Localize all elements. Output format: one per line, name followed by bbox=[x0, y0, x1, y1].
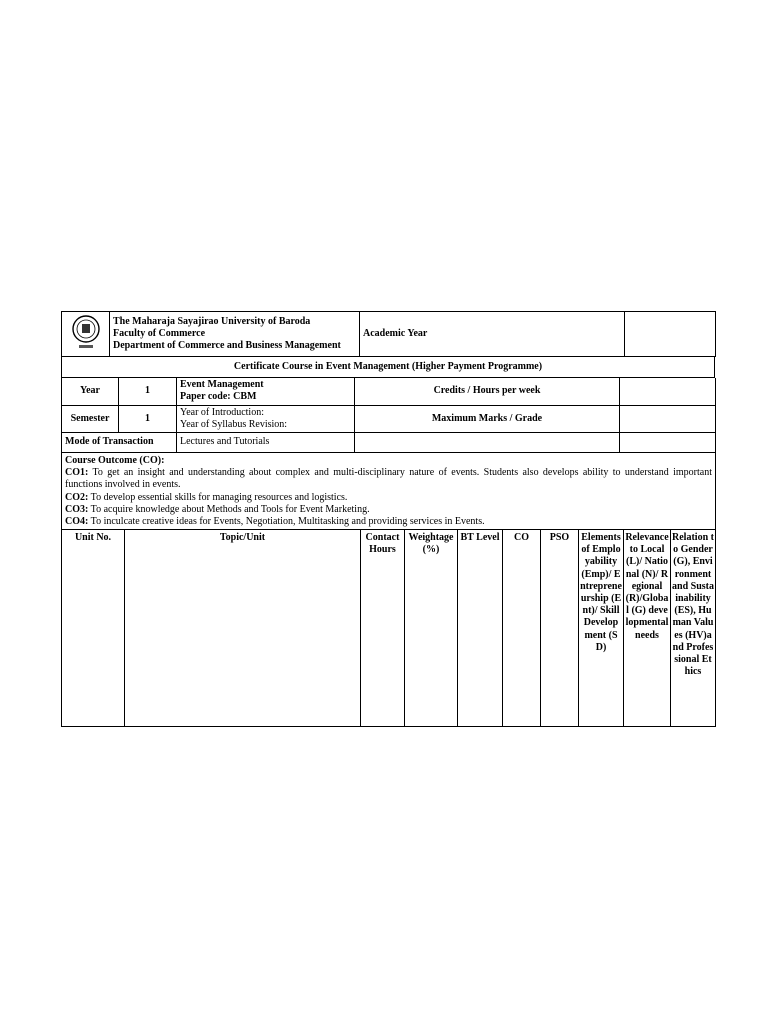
col-employability: Elements of Employability (Emp)/ Entrepreneurship (Ent)/ Skill Development (SD) bbox=[579, 530, 624, 727]
mode-extra-2 bbox=[620, 432, 716, 452]
paper-title: Event Management bbox=[180, 379, 264, 391]
col-pso: PSO bbox=[541, 530, 579, 727]
paper-info bbox=[177, 378, 355, 405]
year-value: 1 bbox=[119, 378, 177, 405]
col-relation: Relation to Gender (G), Environment and Sustainability (ES), Human Values (HV)and Professional Ethics bbox=[671, 530, 716, 727]
col-co: CO bbox=[503, 530, 541, 727]
course-title: Certificate Course in Event Management (Higher Payment Programme) bbox=[62, 357, 715, 378]
course-info-table bbox=[61, 378, 716, 530]
co-item-1: CO1: To get an insight and understanding about complex and multi-disciplinary nature of events. Students also develops ability to understand important functions involved in events. bbox=[65, 467, 712, 491]
col-weightage: Weightage (%) bbox=[405, 530, 458, 727]
academic-year-label: Academic Year bbox=[360, 312, 625, 357]
university-name: The Maharaja Sayajirao University of Baroda bbox=[113, 315, 311, 327]
col-relevance: Relevance to Local (L)/ National (N)/ Regional(R)/Global (G) developmental needs bbox=[624, 530, 671, 727]
year-of-revision: Year of Syllabus Revision: bbox=[180, 418, 288, 430]
marks-label: Maximum Marks / Grade bbox=[355, 405, 620, 432]
co-item-4: CO4: To inculcate creative ideas for Events, Negotiation, Multitasking and providing services in Events. bbox=[65, 515, 485, 527]
col-unit-no: Unit No. bbox=[62, 530, 125, 727]
units-table bbox=[61, 530, 716, 727]
year-of-introduction: Year of Introduction: bbox=[180, 406, 264, 418]
paper-code: Paper code: CBM bbox=[180, 391, 257, 403]
course-outcome-block bbox=[62, 452, 716, 529]
mode-label: Mode of Transaction bbox=[62, 432, 177, 452]
course-title-table bbox=[61, 357, 715, 378]
col-contact-hours: Contact Hours bbox=[361, 530, 405, 727]
credits-label: Credits / Hours per week bbox=[355, 378, 620, 405]
academic-year-value bbox=[625, 312, 716, 357]
faculty-name: Faculty of Commerce bbox=[113, 328, 206, 339]
col-bt-level: BT Level bbox=[458, 530, 503, 727]
co-item-2: CO2: To develop essential skills for managing resources and logistics. bbox=[65, 491, 348, 503]
mode-value: Lectures and Tutorials bbox=[177, 432, 355, 452]
year-label: Year bbox=[62, 378, 119, 405]
header-table bbox=[61, 311, 716, 357]
department-name: Department of Commerce and Business Management bbox=[113, 340, 341, 352]
semester-label: Semester bbox=[62, 405, 119, 432]
university-info bbox=[110, 312, 360, 357]
mode-extra bbox=[355, 432, 620, 452]
col-topic-unit: Topic/Unit bbox=[125, 530, 361, 727]
university-seal-icon bbox=[66, 312, 106, 352]
year-dates bbox=[177, 405, 355, 432]
syllabus-document bbox=[61, 311, 715, 727]
credits-value bbox=[620, 378, 716, 405]
marks-value bbox=[620, 405, 716, 432]
university-logo-cell bbox=[62, 312, 110, 357]
co-item-3: CO3: To acquire knowledge about Methods and Tools for Event Marketing. bbox=[65, 503, 370, 515]
semester-value: 1 bbox=[119, 405, 177, 432]
course-outcome-heading: Course Outcome (CO): bbox=[65, 454, 165, 466]
